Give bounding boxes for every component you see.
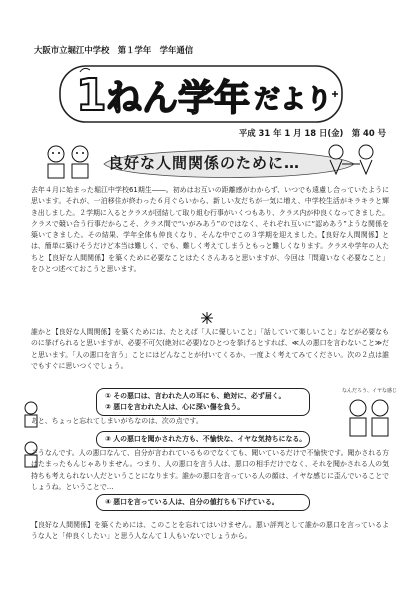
- snowflake-icon: [200, 310, 214, 324]
- school-line: 大阪市立堀江中学校 第１学年 学年通信: [34, 45, 194, 55]
- headline-title: 良好な人間関係のために…: [108, 154, 301, 172]
- paragraph-also-note: あと、ちょっと忘れてしまいがちなのは、次の点です。: [31, 417, 203, 425]
- masthead-lettering: [56, 60, 346, 126]
- paragraph-no-badmouthing: 誰かと【良好な人間関係】を築くためには、たとえば「人に優しいこと」「話していて楽しいこと」などが必要なものに挙げられると思いますが、必要不可欠(絶対に必要)なひとつを挙げるとすれば、≪人の悪口を言わないこと≫だと思います。「人の悪口を言う」ことにはどんなことが付いてくるか、一度よく考えてみてください。次の２点は誰でもすぐに思いつくでしょう。: [31, 328, 389, 370]
- point-box-3: [96, 431, 310, 448]
- point-1: ① その悪口は、言われた人の耳にも、絶対に、必ず届く。: [105, 392, 286, 400]
- paragraph-listener-feelings: そうなんです。人の悪口なんて、自分が言われているものでなくても、聞いているだけで不愉快です。聞かされる方はたまったもんじゃありません。つまり、人の悪口を言う人は、悪口の相手だけでなく、それを聞かされる人の気持ちも考えられない人だということになります。誰かの悪口を言っている人の顔は、イヤな感じに歪んでいることでしょうね。ということで…: [31, 449, 389, 491]
- point-box-1-2: [96, 388, 310, 416]
- point-3: ③ 人の悪口を聞かされた方も、不愉快な、イヤな気持ちになる。: [105, 435, 307, 443]
- children-illustration-right: [318, 142, 386, 182]
- point-box-4: [96, 494, 310, 511]
- paragraph-intro: 去年４月に始まった堀江中学校61期生――。初めはお互いの距離感がわからず、いつでも遠慮し合っていたように思います。それが、一泊移住が終わった６月ぐらいから、新しい友だちが一気に増え、中学校生活がキラキラと輝き出しました。２学期に入るとクラスが団結して取り組む行事がいくつもあり、クラス内が仲良くなってきました。クラスで競い合う行事だからこそ、クラス間で“いがみあう”のではなく、それぞれ互いに“認めあう”ような関係を築いてきました。その結果、学年全体も仲良くなり、そんな中でこの３学期を迎えました。【良好な人間関係】とは、簡単に築けそうだけど本当は難しく、でも、難しく考えてしまうともっと難しくなります。クラスや学年の人たちと【良好な人間関係】を築くために必要なことはたくさんあると思いますが、今回は「問違いなく必要なこと」をひとつ述べておこうと思います。: [31, 186, 389, 274]
- paragraph-conclusion: 【良好な人間関係】を築くためには、このことを忘れてはいけません。悪い評判として誰かの悪口を言っているような人と「仲良くしたい」と思う人なんて１人もいないでしょうから。: [31, 521, 389, 541]
- point-2: ② 悪口を言われた人は、心に深い傷を負う。: [105, 403, 245, 411]
- issue-date: 平成 31 年 1 月 18 日(金) 第 40 号: [238, 128, 386, 138]
- side-illustration-caption: なんだろう、イヤな感じ: [342, 388, 398, 394]
- point-4: ④ 悪口を言っている人は、自分の値打ちも下げている。: [105, 498, 279, 506]
- svg-text:だより: だより: [254, 85, 333, 115]
- whispering-figures-illustration: [344, 394, 396, 440]
- svg-text:ねん学年: ねん学年: [106, 78, 251, 119]
- masthead-logo: [56, 60, 346, 126]
- svg-text:1: 1: [76, 70, 107, 121]
